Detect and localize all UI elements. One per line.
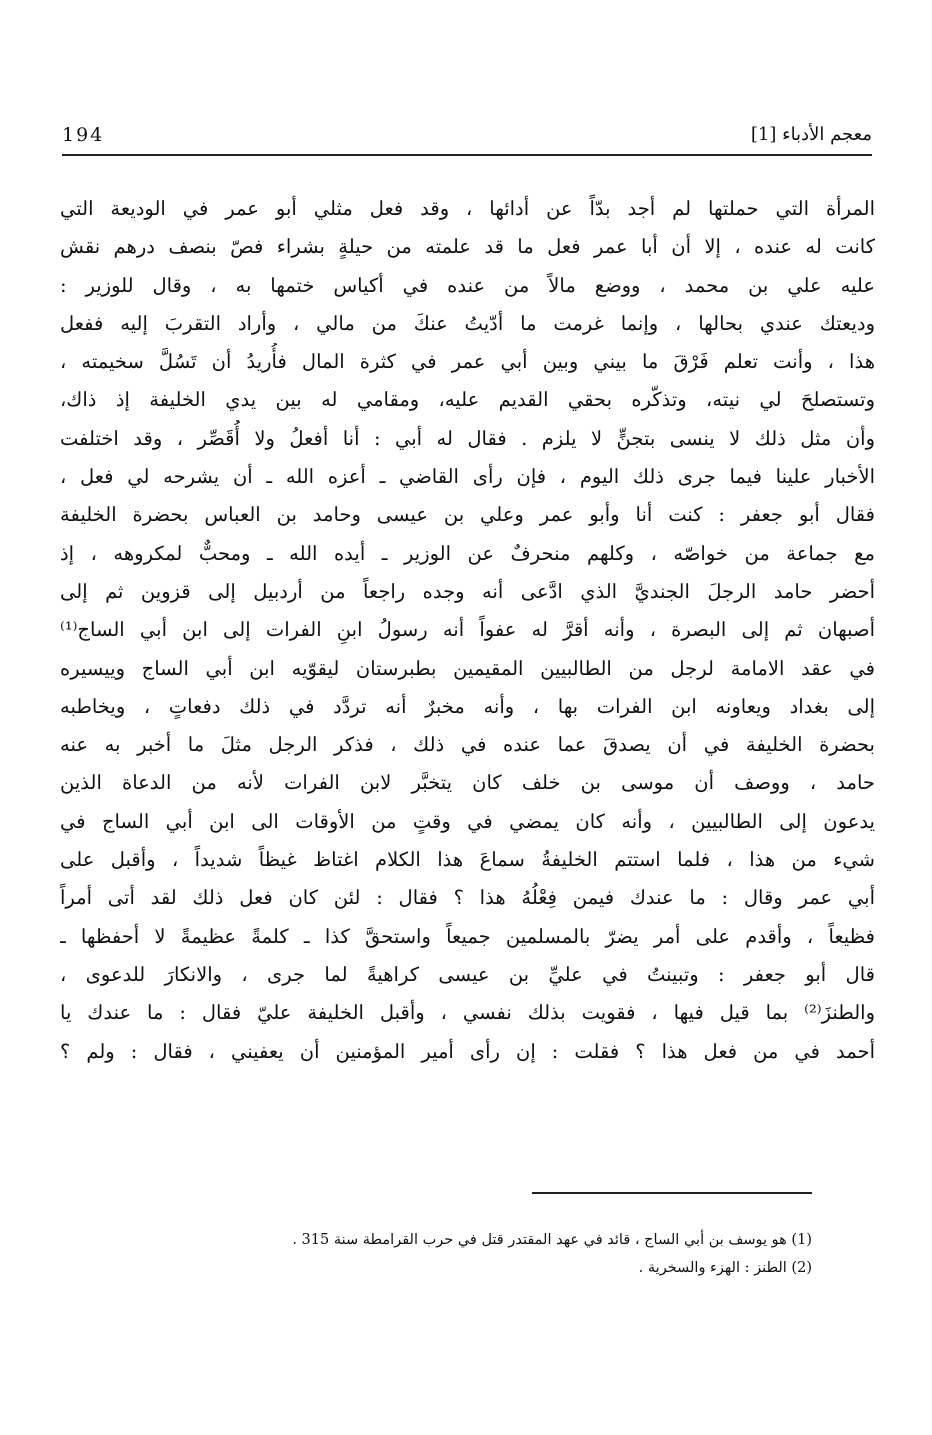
- text-line: إلى بغداد ويعاونه ابن الفرات بها ، وأنه مخبرٌ أنه تردَّد في ذلك دفعاتٍ ، ويخاطبه: [60, 694, 875, 718]
- header-rule: [62, 154, 872, 156]
- text-line: وتستصلحَ لي نيته، وتذكّره بحقي القديم عليه، ومقامي له بين يدي الخليفة إذ ذاك،: [60, 388, 875, 412]
- text-line: المرأة التي حملتها لم أجد بدّاً عن أدائها ، وقد فعل مثلي أبو عمر في الوديعة التي: [60, 197, 875, 220]
- text-line: عليه علي بن محمد ، ووضع مالاً من عنده في أكياس ختمها به ، وقال للوزير :: [60, 273, 875, 297]
- footnote-2: (2) الطنز : الهزء والسخرية .: [638, 1260, 812, 1276]
- text-line: الأخبار علينا فيما جرى ذلك اليوم ، فإن رأى القاضي ـ أعزه الله ـ أن يشرحه لي فعل ،: [60, 465, 875, 489]
- footnote-1: (1) هو يوسف بن أبي الساج ، قائد في عهد المقتدر قتل في حرب القرامطة سنة 315 .: [292, 1232, 812, 1248]
- text-line: وديعتك عندي بحالها ، وإنما غرمت ما أدّيتُ عنكَ من مالي ، وأراد التقربَ إليه ففعل: [60, 311, 875, 335]
- text-line: أحضر حامد الرجلَ الجنديَّ الذي ادَّعى أنه وجده راجعاً من أردبيل إلى قزوين ثم إلى: [60, 579, 875, 603]
- text-line: في عقد الامامة لرجل من الطالبيين المقيمين بطبرستان ليقوّيه ابن أبي الساج وييسيره: [60, 656, 875, 680]
- page-number: 194: [62, 124, 105, 146]
- text-line: شيء من هذا ، فلما استتم الخليفةُ سماعَ هذا الكلام اغتاظ غيظاً شديداً ، وأقبل على: [60, 848, 875, 872]
- text-line: مع جماعة من خواصّه ، وكلهم منحرفٌ عن الوزير ـ أيده الله ـ ومحبٌّ لمكروهه ، إذ: [60, 541, 875, 565]
- footnotes: [112, 1226, 812, 1282]
- text-line: أبي عمر وقال : ما عندك فيمن فِعْلُهُ هذا ؟ فقال : لئن كان فعل ذلك لقد أتى أمراً: [60, 886, 875, 910]
- text-line: هذا ، وأنت تعلم فَرْقَ ما بيني وبين أبي عمر في كثرة المال فأُريدُ أن تَسُلَّ سخيمته ،: [60, 350, 875, 374]
- text-line: فقال أبو جعفر : كنت أنا وأبو عمر وعلي بن عيسى وحامد بن العباس بحضرة الخليفة: [60, 503, 875, 527]
- running-title: معجم الأدباء [1]: [750, 124, 872, 145]
- text-line: قال أبو جعفر : وتبينتُ في عليِّ بن عيسى كراهيةً لما جرى ، والانكارَ للدعوى ،: [60, 962, 875, 986]
- main-text: [60, 190, 875, 1071]
- text-line: بحضرة الخليفة في أن يصدقَ عما عنده في ذلك ، فذكر الرجل مثلَ ما أخبر به عنه: [60, 733, 875, 757]
- text-line: فظيعاً ، وأقدم على أمر يضرّ بالمسلمين جميعاً واستحقَّ كذا ـ كلمةً عظيمةً لا أحفظها ـ: [60, 924, 875, 948]
- text-line: حامد ، ووصف أن موسى بن خلف كان يتخبَّر لابن الفرات لأنه من الدعاة الذين: [60, 771, 875, 795]
- text-line: يدعون إلى الطالبيين ، وأنه كان يمضي في وقتٍ من الأوقات الى ابن أبي الساج في: [60, 809, 875, 833]
- page-header: [62, 118, 872, 158]
- text-line: وأن مثل ذلك لا ينسى بتجنٍّ لا يلزم . فقال له أبي : أنا أفعلُ ولا أُقَصِّر ، وقد اختلفت: [60, 426, 875, 450]
- text-line: أحمد في من فعل هذا ؟ فقلت : إن رأى أمير المؤمنين أن يعفيني ، فقال : ولم ؟: [60, 1039, 875, 1063]
- text-line: أصبهان ثم إلى البصرة ، وأنه أقرَّ له عفواً أنه رسولُ ابنِ الفرات إلى ابن أبي الساج⁽¹⁾: [60, 618, 875, 642]
- footnote-rule: [532, 1192, 812, 1194]
- text-line: والطنزَ⁽²⁾ بما قيل فيها ، فقويت بذلك نفسي ، وأقبل الخليفة عليّ فقال : ما عندك يا: [60, 1001, 875, 1025]
- text-line: كانت له عنده ، إلا أن أبا عمر فعل ما قد علمته من حيلةٍ بشراء فصّ بنصف درهم نقش: [60, 235, 875, 259]
